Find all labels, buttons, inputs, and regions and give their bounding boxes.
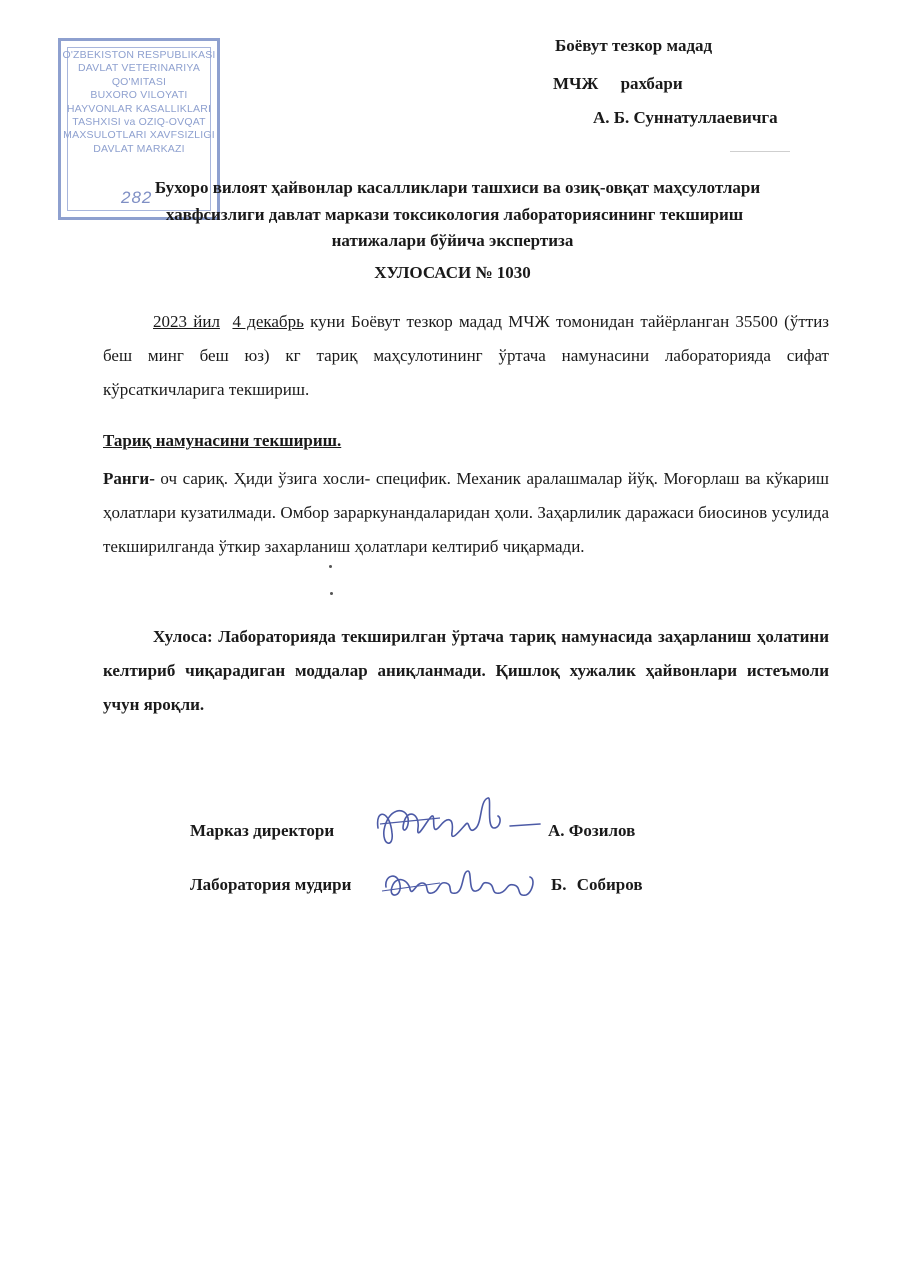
ink-dot [329,565,332,568]
section-title: Тариқ намунасини текшириш. [103,431,342,450]
conclusion-paragraph: Хулоса: Лабораторияда текширилган ўртача тариқ намунасида заҳарланиш ҳолатини келтириб чиқарадиган моддалар аниқланмади. Қишлоқ хужалик ҳайвонлари истеъмоли учун яроқли. [103,627,829,714]
document-title-line: Бухоро вилоят ҳайвонлар касалликлари ташхиси ва озиқ-овқат маҳсулотлари [154,178,761,197]
stamp-line: DAVLAT MARKAZI [93,142,185,155]
lab-head-name: Б. Собиров [551,875,643,894]
addressee-role: МЧЖ рахбари [553,74,683,93]
stamp-line: O'ZBEKISTON RESPUBLIKASI [62,49,216,61]
director-label: Марказ директори [190,821,335,840]
stamp-line: QO'MITASI [111,75,167,88]
director-name: А. Фозилов [548,821,636,840]
lab-head-signature [380,857,545,917]
stamp-line: TASHXISI va OZIQ-OVQAT [72,116,206,129]
addressee-company: Боёвут тезкор мадад [555,36,713,55]
stamp-line: DAVLAT VETERINARIYA [77,62,201,75]
stamp-line: BUXORO VILOYATI [90,89,188,102]
stamp-line: MAXSULOTLARI XAVFSIZLIGI [63,129,215,142]
intro-paragraph [103,305,829,407]
addressee-name: А. Б. Суннатуллаевичга [593,108,778,127]
document-title-line: хавфсизлиги давлат маркази токсикология лабораториясининг текшириш [165,205,744,224]
ink-dot [330,592,333,595]
divider [730,151,790,152]
intro-text: куни Боёвут тезкор мадад МЧЖ томонидан тайёрланган 35500 (ўттиз беш минг беш юз) кг тариқ маҳсулотининг ўртача намунасини лабораторияда сифат кўрсаткичларига текшириш. [103,312,830,399]
intro-date-day: 4 декабрь [232,312,304,331]
findings-text: оч сариқ. Ҳиди ўзига хосли- специфик. Механик аралашмалар йўқ. Моғорлаш ва кўкариш ҳолатлари кузатилмади. Омбор зараркунандаларидан ҳоли. Заҳарлилик даражаси биосинов усулида текширилганда ўткир захарланиш ҳолатлари келтириб чиқармади. [103,469,829,556]
director-signature [370,788,545,858]
stamp-text [61,49,217,156]
findings-label: Ранги- [103,469,155,488]
document-title-line: натижалари бўйича экспертиза [331,231,574,250]
conclusion-number-title: ХУЛОСАСИ № 1030 [374,263,531,282]
lab-head-label: Лаборатория мудири [190,875,352,894]
intro-date-year: 2023 йил [153,312,220,331]
stamp-number: 282 [121,188,153,207]
findings-paragraph [103,462,829,564]
stamp-line: HAYVONLAR KASALLIKLARI [66,102,212,115]
